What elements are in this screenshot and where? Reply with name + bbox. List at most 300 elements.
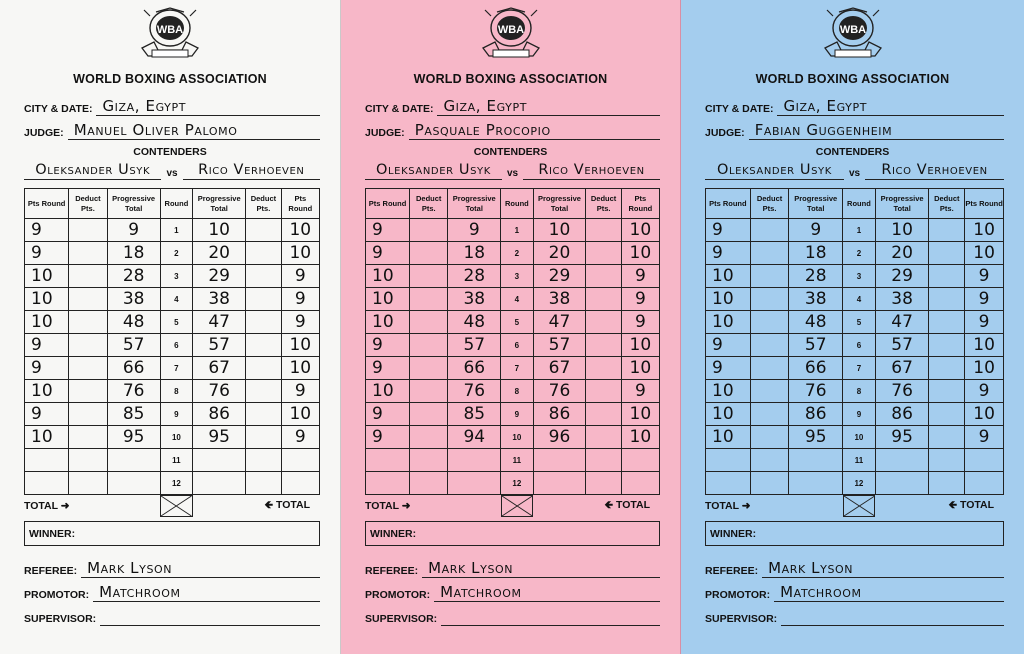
progressive-left-cell: 28	[448, 265, 501, 288]
winner-label: WINNER:	[29, 527, 76, 540]
progressive-right-cell: 29	[193, 265, 246, 288]
pts-round-left-cell	[25, 449, 69, 472]
progressive-left-cell: 66	[789, 357, 843, 380]
score-row	[366, 403, 660, 426]
col-pts-round-left: Pts Round	[366, 189, 410, 219]
pts-round-left-cell: 9	[366, 334, 410, 357]
round-number-cell: 9	[160, 403, 192, 426]
contenders-row	[365, 160, 660, 180]
round-number-cell: 6	[501, 334, 533, 357]
winner-box	[365, 521, 660, 546]
col-deduct-right: Deduct Pts.	[246, 189, 281, 219]
score-row	[366, 449, 660, 472]
progressive-left-cell: 85	[107, 403, 160, 426]
fighter-red-name: Oleksander Usyk	[705, 161, 844, 180]
score-table	[365, 188, 660, 495]
score-table	[24, 188, 320, 495]
deduct-left-cell	[410, 265, 448, 288]
deduct-left-cell	[750, 311, 789, 334]
progressive-left-cell: 66	[448, 357, 501, 380]
pts-round-left-cell: 9	[25, 403, 69, 426]
deduct-left-cell	[750, 265, 789, 288]
round-number-cell: 12	[160, 472, 192, 495]
city-date-value: Giza, Egypt	[437, 97, 660, 116]
round-number-cell: 7	[160, 357, 192, 380]
vs-label: vs	[848, 168, 861, 179]
pts-round-left-cell: 9	[366, 242, 410, 265]
judge-row	[705, 116, 1004, 140]
deduct-right-cell	[246, 334, 281, 357]
city-date-row	[24, 92, 320, 116]
deduct-right-cell	[246, 472, 281, 495]
deduct-left-cell	[750, 219, 789, 242]
progressive-left-cell	[448, 449, 501, 472]
progressive-left-cell: 9	[107, 219, 160, 242]
pts-round-right-cell	[621, 472, 659, 495]
pts-round-left-cell: 9	[706, 219, 751, 242]
progressive-left-cell: 95	[107, 426, 160, 449]
pts-round-right-cell: 10	[621, 219, 659, 242]
promotor-label: PROMOTOR:	[365, 589, 431, 601]
pts-round-left-cell	[706, 449, 751, 472]
progressive-left-cell: 48	[107, 311, 160, 334]
deduct-left-cell	[410, 334, 448, 357]
pts-round-right-cell	[965, 449, 1004, 472]
round-number-cell: 1	[160, 219, 192, 242]
supervisor-row	[365, 602, 660, 626]
col-pts-round-right: Pts Round	[621, 189, 659, 219]
col-progressive-left: Progressive Total	[448, 189, 501, 219]
referee-row	[705, 554, 1004, 578]
round-number-cell: 6	[160, 334, 192, 357]
round-number-cell: 10	[501, 426, 533, 449]
crossed-box-icon	[843, 495, 876, 517]
progressive-right-cell	[533, 472, 586, 495]
pts-round-right-cell: 10	[621, 334, 659, 357]
pts-round-left-cell: 10	[25, 288, 69, 311]
pts-round-right-cell: 10	[281, 334, 319, 357]
pts-round-left-cell: 9	[706, 242, 751, 265]
progressive-right-cell: 10	[193, 219, 246, 242]
contenders-label: CONTENDERS	[473, 146, 548, 158]
progressive-left-cell: 28	[789, 265, 843, 288]
pts-round-left-cell: 9	[25, 334, 69, 357]
promotor-row	[705, 578, 1004, 602]
progressive-right-cell: 95	[875, 426, 929, 449]
progressive-right-cell: 57	[875, 334, 929, 357]
supervisor-value	[781, 607, 1004, 626]
deduct-right-cell	[586, 334, 621, 357]
judge-label: JUDGE:	[365, 127, 405, 139]
score-row	[25, 219, 320, 242]
score-row	[706, 403, 1004, 426]
pts-round-right-cell: 9	[965, 265, 1004, 288]
supervisor-row	[24, 602, 320, 626]
winner-label: WINNER:	[710, 527, 757, 540]
progressive-left-cell: 57	[107, 334, 160, 357]
deduct-left-cell	[69, 242, 107, 265]
logo-text: WBA	[839, 24, 866, 36]
deduct-right-cell	[246, 403, 281, 426]
promotor-value: Matchroom	[434, 583, 660, 602]
progressive-right-cell: 10	[533, 219, 586, 242]
round-number-cell: 5	[501, 311, 533, 334]
round-number-cell: 11	[843, 449, 876, 472]
score-row	[706, 334, 1004, 357]
progressive-right-cell: 29	[533, 265, 586, 288]
col-deduct-left: Deduct Pts.	[750, 189, 789, 219]
round-number-cell: 4	[160, 288, 192, 311]
pts-round-right-cell: 9	[621, 288, 659, 311]
col-deduct-left: Deduct Pts.	[69, 189, 107, 219]
progressive-right-cell: 10	[875, 219, 929, 242]
pts-round-right-cell	[281, 472, 319, 495]
deduct-left-cell	[69, 472, 107, 495]
referee-value: Mark Lyson	[422, 559, 660, 578]
progressive-right-cell: 47	[875, 311, 929, 334]
pts-round-left-cell: 9	[25, 242, 69, 265]
score-row	[706, 265, 1004, 288]
pts-round-right-cell: 10	[281, 403, 319, 426]
deduct-right-cell	[929, 265, 965, 288]
progressive-left-cell: 76	[789, 380, 843, 403]
deduct-left-cell	[750, 426, 789, 449]
vs-label: vs	[166, 168, 178, 179]
pts-round-left-cell: 10	[25, 311, 69, 334]
round-number-cell: 1	[501, 219, 533, 242]
pts-round-right-cell: 10	[965, 334, 1004, 357]
org-name: WORLD BOXING ASSOCIATION	[73, 72, 267, 86]
progressive-left-cell: 86	[789, 403, 843, 426]
pts-round-right-cell: 9	[281, 311, 319, 334]
deduct-left-cell	[750, 403, 789, 426]
progressive-right-cell: 86	[875, 403, 929, 426]
col-deduct-right: Deduct Pts.	[929, 189, 965, 219]
progressive-right-cell	[193, 449, 246, 472]
round-number-cell: 9	[843, 403, 876, 426]
pts-round-right-cell	[281, 449, 319, 472]
city-date-value: Giza, Egypt	[777, 97, 1004, 116]
col-progressive-right: Progressive Total	[533, 189, 586, 219]
city-date-row	[365, 92, 660, 116]
progressive-right-cell: 76	[875, 380, 929, 403]
score-row	[25, 242, 320, 265]
deduct-left-cell	[69, 380, 107, 403]
referee-value: Mark Lyson	[762, 559, 1004, 578]
promotor-label: PROMOTOR:	[705, 589, 771, 601]
winner-box	[24, 521, 320, 546]
fighter-blue-name: Rico Verhoeven	[523, 161, 660, 180]
score-row	[366, 219, 660, 242]
progressive-right-cell: 20	[875, 242, 929, 265]
deduct-right-cell	[586, 357, 621, 380]
deduct-left-cell	[410, 380, 448, 403]
progressive-right-cell: 47	[193, 311, 246, 334]
deduct-right-cell	[246, 449, 281, 472]
deduct-right-cell	[929, 403, 965, 426]
pts-round-left-cell	[366, 449, 410, 472]
pts-round-right-cell: 9	[281, 380, 319, 403]
pts-round-right-cell: 9	[621, 311, 659, 334]
deduct-left-cell	[410, 288, 448, 311]
deduct-left-cell	[69, 426, 107, 449]
progressive-right-cell: 29	[875, 265, 929, 288]
progressive-left-cell	[448, 472, 501, 495]
total-row	[24, 495, 320, 517]
deduct-left-cell	[69, 311, 107, 334]
deduct-right-cell	[246, 242, 281, 265]
progressive-right-cell: 95	[193, 426, 246, 449]
col-pts-round-right: Pts Round	[281, 189, 319, 219]
pts-round-left-cell: 10	[706, 265, 751, 288]
round-number-cell: 4	[501, 288, 533, 311]
total-right-label: 🡸 TOTAL	[264, 499, 310, 511]
logo-text: WBA	[497, 24, 524, 36]
col-round: Round	[501, 189, 533, 219]
pts-round-left-cell: 9	[366, 426, 410, 449]
deduct-right-cell	[586, 472, 621, 495]
referee-label: REFEREE:	[705, 565, 759, 577]
progressive-left-cell	[789, 472, 843, 495]
progressive-right-cell: 67	[875, 357, 929, 380]
org-name: WORLD BOXING ASSOCIATION	[413, 72, 608, 86]
score-row	[25, 334, 320, 357]
pts-round-right-cell: 10	[281, 357, 319, 380]
pts-round-left-cell: 9	[25, 357, 69, 380]
score-row	[366, 334, 660, 357]
progressive-right-cell: 67	[193, 357, 246, 380]
round-number-cell: 3	[501, 265, 533, 288]
progressive-left-cell: 66	[107, 357, 160, 380]
deduct-right-cell	[586, 219, 621, 242]
round-number-cell: 3	[160, 265, 192, 288]
pts-round-right-cell	[621, 449, 659, 472]
progressive-left-cell: 57	[789, 334, 843, 357]
pts-round-right-cell: 10	[965, 219, 1004, 242]
round-number-cell: 1	[843, 219, 876, 242]
progressive-left-cell: 48	[789, 311, 843, 334]
progressive-left-cell: 38	[448, 288, 501, 311]
score-row	[706, 380, 1004, 403]
pts-round-right-cell: 10	[965, 357, 1004, 380]
logo-text: WBA	[156, 24, 184, 36]
deduct-right-cell	[586, 403, 621, 426]
deduct-right-cell	[246, 288, 281, 311]
deduct-left-cell	[750, 334, 789, 357]
pts-round-right-cell: 9	[281, 288, 319, 311]
referee-label: REFEREE:	[365, 565, 419, 577]
score-row	[366, 380, 660, 403]
total-right-label: 🡸 TOTAL	[948, 499, 994, 511]
deduct-right-cell	[929, 449, 965, 472]
col-deduct-left: Deduct Pts.	[410, 189, 448, 219]
progressive-left-cell: 94	[448, 426, 501, 449]
deduct-right-cell	[586, 265, 621, 288]
judge-row	[24, 116, 320, 140]
pts-round-right-cell: 10	[621, 357, 659, 380]
round-number-cell: 8	[843, 380, 876, 403]
total-left-label: TOTAL ➜	[365, 500, 411, 512]
progressive-left-cell: 18	[448, 242, 501, 265]
score-row	[706, 242, 1004, 265]
progressive-left-cell	[107, 472, 160, 495]
deduct-right-cell	[929, 219, 965, 242]
round-number-cell: 12	[843, 472, 876, 495]
col-progressive-left: Progressive Total	[107, 189, 160, 219]
progressive-left-cell: 38	[107, 288, 160, 311]
score-row	[706, 219, 1004, 242]
progressive-right-cell	[875, 472, 929, 495]
city-date-label: CITY & DATE:	[705, 103, 774, 115]
progressive-left-cell: 38	[789, 288, 843, 311]
judge-label: JUDGE:	[705, 127, 745, 139]
pts-round-left-cell: 10	[706, 311, 751, 334]
round-number-cell: 8	[160, 380, 192, 403]
deduct-left-cell	[750, 288, 789, 311]
progressive-right-cell: 86	[533, 403, 586, 426]
promotor-value: Matchroom	[774, 583, 1004, 602]
scorecard-3	[681, 0, 1024, 654]
col-round: Round	[843, 189, 876, 219]
deduct-left-cell	[750, 472, 789, 495]
col-progressive-right: Progressive Total	[193, 189, 246, 219]
judge-row	[365, 116, 660, 140]
contenders-row	[705, 160, 1004, 180]
round-number-cell: 5	[160, 311, 192, 334]
deduct-left-cell	[69, 449, 107, 472]
deduct-right-cell	[586, 426, 621, 449]
deduct-left-cell	[750, 242, 789, 265]
pts-round-right-cell: 9	[281, 426, 319, 449]
promotor-row	[365, 578, 660, 602]
deduct-left-cell	[410, 219, 448, 242]
supervisor-value	[441, 607, 660, 626]
deduct-left-cell	[410, 449, 448, 472]
judge-value: Fabian Guggenheim	[749, 121, 1004, 140]
col-round: Round	[160, 189, 192, 219]
pts-round-right-cell: 9	[965, 311, 1004, 334]
deduct-left-cell	[69, 265, 107, 288]
deduct-left-cell	[69, 334, 107, 357]
pts-round-left-cell: 9	[706, 334, 751, 357]
progressive-left-cell: 18	[789, 242, 843, 265]
deduct-left-cell	[410, 357, 448, 380]
pts-round-right-cell: 10	[281, 242, 319, 265]
wba-logo-icon	[817, 6, 889, 68]
supervisor-label: SUPERVISOR:	[365, 613, 438, 625]
supervisor-label: SUPERVISOR:	[24, 613, 97, 625]
col-progressive-left: Progressive Total	[789, 189, 843, 219]
progressive-right-cell: 76	[193, 380, 246, 403]
score-row	[25, 472, 320, 495]
progressive-left-cell: 76	[107, 380, 160, 403]
referee-value: Mark Lyson	[81, 559, 320, 578]
deduct-right-cell	[929, 357, 965, 380]
progressive-right-cell: 86	[193, 403, 246, 426]
deduct-left-cell	[69, 288, 107, 311]
pts-round-left-cell: 9	[706, 357, 751, 380]
progressive-left-cell: 95	[789, 426, 843, 449]
progressive-right-cell: 57	[193, 334, 246, 357]
deduct-left-cell	[410, 403, 448, 426]
total-row	[705, 495, 1004, 517]
progressive-right-cell: 76	[533, 380, 586, 403]
progressive-right-cell: 67	[533, 357, 586, 380]
col-progressive-right: Progressive Total	[875, 189, 929, 219]
progressive-right-cell: 38	[875, 288, 929, 311]
deduct-right-cell	[246, 357, 281, 380]
round-number-cell: 12	[501, 472, 533, 495]
deduct-right-cell	[929, 334, 965, 357]
judge-value: Manuel Oliver Palomo	[68, 121, 320, 140]
crossed-box-icon	[501, 495, 533, 517]
judge-value: Pasquale Procopio	[409, 121, 660, 140]
progressive-right-cell: 20	[193, 242, 246, 265]
score-row	[25, 357, 320, 380]
progressive-left-cell: 9	[448, 219, 501, 242]
progressive-right-cell: 38	[193, 288, 246, 311]
deduct-right-cell	[586, 242, 621, 265]
deduct-left-cell	[750, 380, 789, 403]
round-number-cell: 2	[843, 242, 876, 265]
score-row	[25, 403, 320, 426]
contenders-label: CONTENDERS	[133, 146, 207, 158]
deduct-left-cell	[410, 426, 448, 449]
progressive-right-cell	[875, 449, 929, 472]
deduct-right-cell	[246, 265, 281, 288]
round-number-cell: 8	[501, 380, 533, 403]
pts-round-left-cell: 10	[366, 311, 410, 334]
city-date-label: CITY & DATE:	[365, 103, 434, 115]
total-left-label: TOTAL ➜	[705, 500, 751, 512]
score-row	[366, 265, 660, 288]
pts-round-right-cell: 9	[965, 288, 1004, 311]
pts-round-right-cell: 10	[965, 242, 1004, 265]
score-table	[705, 188, 1004, 495]
referee-row	[24, 554, 320, 578]
promotor-label: PROMOTOR:	[24, 589, 90, 601]
deduct-right-cell	[929, 288, 965, 311]
progressive-left-cell: 76	[448, 380, 501, 403]
winner-label: WINNER:	[370, 527, 417, 540]
col-pts-round-left: Pts Round	[706, 189, 751, 219]
pts-round-left-cell: 10	[25, 426, 69, 449]
deduct-left-cell	[750, 449, 789, 472]
score-row	[366, 288, 660, 311]
pts-round-left-cell: 10	[366, 265, 410, 288]
score-row	[366, 357, 660, 380]
wba-logo-icon	[134, 6, 206, 68]
round-number-cell: 10	[160, 426, 192, 449]
round-number-cell: 7	[501, 357, 533, 380]
progressive-left-cell	[789, 449, 843, 472]
fighter-blue-name: Rico Verhoeven	[183, 161, 320, 180]
score-row	[25, 380, 320, 403]
progressive-right-cell: 57	[533, 334, 586, 357]
deduct-right-cell	[929, 311, 965, 334]
pts-round-right-cell	[965, 472, 1004, 495]
score-row	[25, 311, 320, 334]
deduct-right-cell	[586, 449, 621, 472]
progressive-left-cell	[107, 449, 160, 472]
score-row	[706, 357, 1004, 380]
crossed-box-icon	[160, 495, 192, 517]
pts-round-left-cell: 10	[25, 380, 69, 403]
pts-round-left-cell: 10	[366, 380, 410, 403]
progressive-left-cell: 48	[448, 311, 501, 334]
deduct-right-cell	[246, 311, 281, 334]
score-row	[706, 449, 1004, 472]
